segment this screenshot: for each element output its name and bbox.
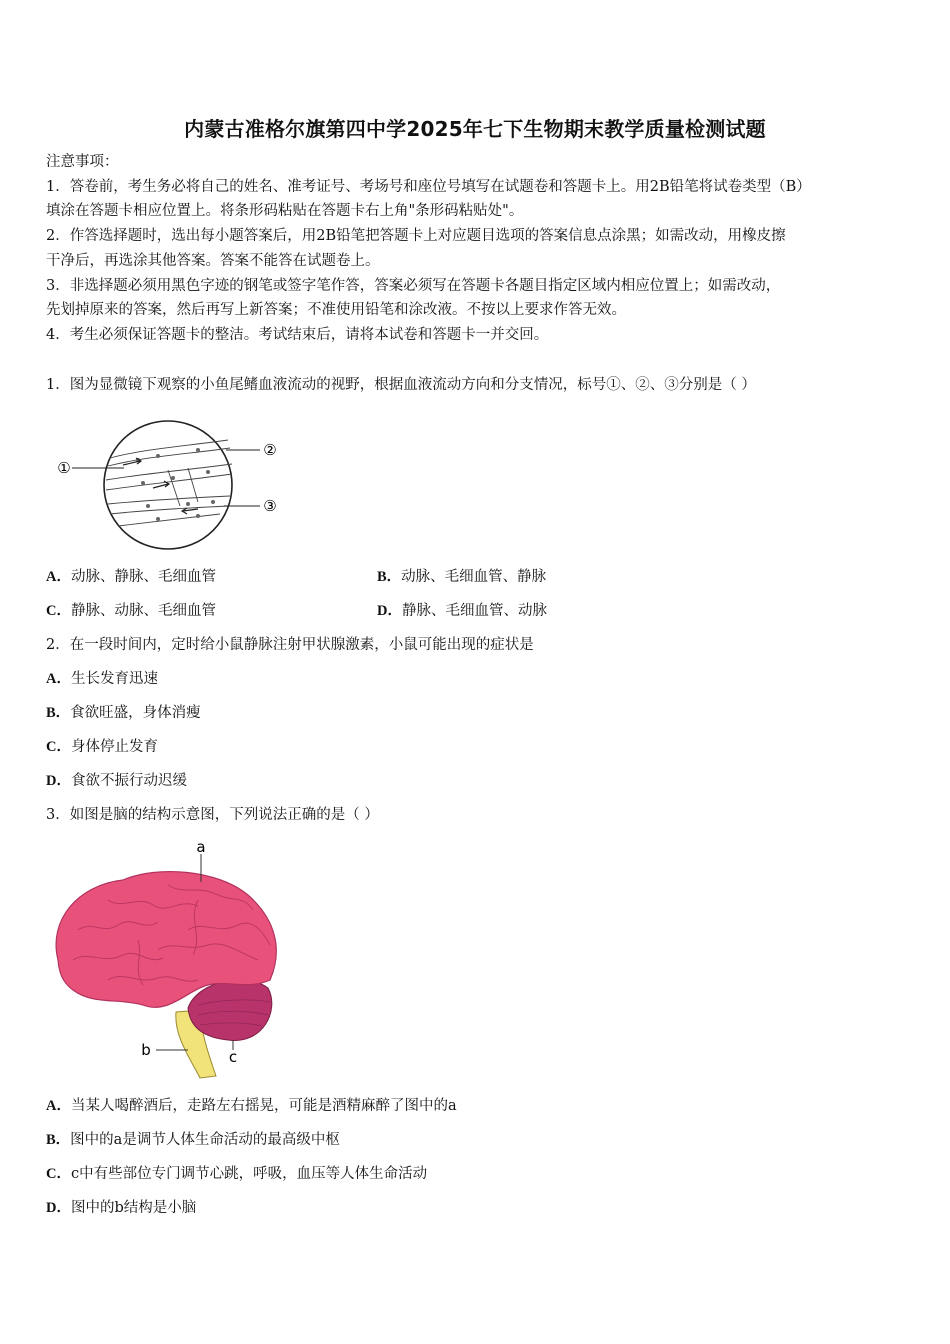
option-label: A．: [46, 671, 71, 687]
option-text: 动脉、静脉、毛细血管: [70, 569, 216, 585]
option-text: 当某人喝醉酒后，走路左右摇晃，可能是酒精麻醉了图中的a: [70, 1098, 457, 1114]
option-label: B．: [46, 1132, 71, 1148]
q3-option-c: [46, 1162, 427, 1187]
option-label: D．: [377, 603, 402, 619]
note-line: 干净后，再选涂其他答案。答案不能答在试题卷上。: [46, 253, 380, 269]
note-line: 3．非选择题必须用黑色字迹的钢笔或签字笔作答，答案必须写在答题卡各题目指定区域内相应位置上；如需改动，: [46, 278, 781, 294]
option-text: 图中的a是调节人体生命活动的最高级中枢: [70, 1132, 340, 1148]
option-label: B．: [46, 705, 71, 721]
figure-label-3: ③: [263, 497, 277, 515]
option-label: D．: [46, 773, 71, 789]
option-text: 食欲旺盛，身体消瘦: [70, 705, 201, 721]
option-label: C．: [46, 739, 71, 755]
notes-heading: 注意事项：: [46, 154, 119, 170]
q1-option-b: [377, 565, 546, 590]
figure-label-2: ②: [263, 441, 277, 459]
option-text: 静脉、动脉、毛细血管: [70, 603, 216, 619]
q2-option-d: [46, 769, 187, 794]
option-text: 动脉、毛细血管、静脉: [401, 569, 547, 585]
brain-structure-figure: [48, 840, 288, 1085]
question-2-stem: 2．在一段时间内，定时给小鼠静脉注射甲状腺激素，小鼠可能出现的症状是: [46, 637, 534, 653]
page-title: 内蒙古准格尔旗第四中学2025年七下生物期末教学质量检测试题: [184, 117, 766, 141]
option-text: c中有些部位专门调节心跳，呼吸，血压等人体生命活动: [70, 1166, 428, 1182]
figure-label-c: c: [228, 1048, 238, 1066]
q3-option-d: [46, 1196, 196, 1221]
option-text: 图中的b结构是小脑: [70, 1200, 197, 1216]
question-1-stem: 1．图为显微镜下观察的小鱼尾鳍血液流动的视野，根据血液流动方向和分支情况，标号①、②、③分别是（ ）: [46, 377, 756, 393]
option-label: C．: [46, 603, 71, 619]
option-label: C．: [46, 1166, 71, 1182]
option-text: 食欲不振行动迟缓: [70, 773, 187, 789]
q1-option-d: [377, 599, 547, 624]
cerebellum-shape: [188, 980, 272, 1041]
note-line: 2．作答选择题时，选出每小题答案后，用2B铅笔把答题卡上对应题目选项的答案信息点涂黑；如需改动，用橡皮擦: [46, 228, 786, 244]
note-line: 1．答卷前，考生务必将自己的姓名、准考证号、考场号和座位号填写在试题卷和答题卡上。用2B铅笔将试卷类型（B）: [46, 179, 811, 195]
blood-flow-figure: [48, 418, 288, 553]
q3-option-b: [46, 1128, 340, 1153]
q1-option-a: [46, 565, 216, 590]
q2-option-a: [46, 667, 158, 692]
q2-option-c: [46, 735, 158, 760]
option-label: A．: [46, 569, 71, 585]
figure-label-1: ①: [57, 459, 71, 477]
note-line: 先划掉原来的答案，然后再写上新答案；不准使用铅笔和涂改液。不按以上要求作答无效。: [46, 302, 626, 318]
q3-option-a: [46, 1094, 457, 1119]
option-text: 身体停止发育: [70, 739, 158, 755]
option-text: 生长发育迅速: [70, 671, 158, 687]
figure-label-b: b: [141, 1041, 151, 1059]
option-label: D．: [46, 1200, 71, 1216]
figure-label-a: a: [196, 840, 206, 856]
option-label: B．: [377, 569, 402, 585]
q1-option-c: [46, 599, 216, 624]
note-line: 填涂在答题卡相应位置上。将条形码粘贴在答题卡右上角"条形码粘贴处"。: [46, 203, 524, 219]
option-text: 静脉、毛细血管、动脉: [401, 603, 547, 619]
q2-option-b: [46, 701, 201, 726]
question-3-stem: 3．如图是脑的结构示意图，下列说法正确的是（ ）: [46, 807, 379, 823]
note-line: 4．考生必须保证答题卡的整洁。考试结束后，请将本试卷和答题卡一并交回。: [46, 327, 549, 343]
option-label: A．: [46, 1098, 71, 1114]
